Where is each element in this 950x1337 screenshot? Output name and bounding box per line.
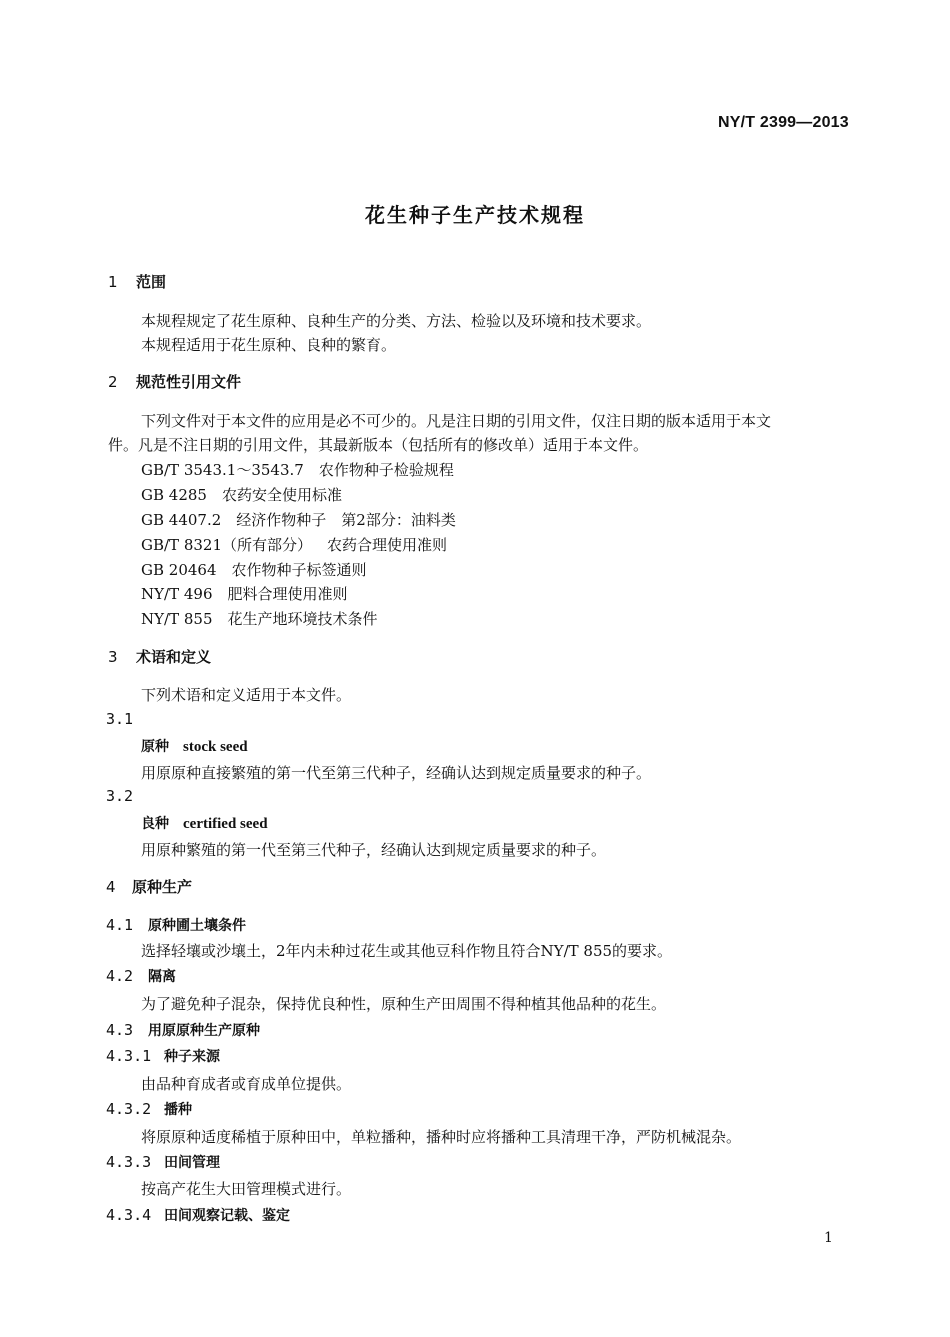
page-number: 1 <box>824 1230 833 1246</box>
subsection-title: 用原原种生产原种 <box>148 1023 260 1039</box>
term-chinese: 原种 <box>141 739 169 755</box>
subsection-number: 4.3.4 <box>106 1206 152 1224</box>
subsection-title: 隔离 <box>148 969 176 985</box>
subsection-4-2-text: 为了避免种子混杂，保持优良种性，原种生产田周围不得种植其他品种的花生。 <box>141 995 667 1013</box>
term-3-2-name <box>141 813 268 833</box>
section-title: 原种生产 <box>132 878 193 896</box>
subsection-title: 田间管理 <box>164 1155 220 1171</box>
reference-item <box>141 608 378 629</box>
section-number: 1 <box>108 273 118 291</box>
term-chinese: 良种 <box>141 816 169 832</box>
subsection-4-3-heading <box>106 1020 260 1040</box>
subsection-4-1-text: 选择轻壤或沙壤土，2年内未种过花生或其他豆科作物且符合NY/T 855的要求。 <box>141 942 673 960</box>
section-number: 2 <box>108 373 118 391</box>
term-3-1-number: 3.1 <box>106 710 134 728</box>
reference-item <box>141 484 342 505</box>
reference-item <box>141 509 456 530</box>
section-3-heading <box>108 646 211 667</box>
subsection-4-3-3-text: 按高产花生大田管理模式进行。 <box>141 1180 352 1198</box>
reference-title: 肥料合理使用准则 <box>227 585 348 603</box>
subsection-4-3-2-text: 将原原种适度稀植于原种田中，单粒播种，播种时应将播种工具清理干净，严防机械混杂。 <box>141 1128 742 1146</box>
reference-item <box>141 583 348 604</box>
reference-item <box>141 559 367 580</box>
section-2-paragraph-line-1: 下列文件对于本文件的应用是必不可少的。凡是注日期的引用文件，仅注日期的版本适用于本文 <box>141 412 772 430</box>
term-english: stock seed <box>183 739 248 755</box>
subsection-number: 4.2 <box>106 967 134 985</box>
subsection-number: 4.3.1 <box>106 1047 152 1065</box>
term-english: certified seed <box>183 816 268 832</box>
section-3-paragraph: 下列术语和定义适用于本文件。 <box>141 686 352 704</box>
reference-code: GB/T 8321（所有部分） <box>141 536 313 554</box>
subsection-4-3-1-heading <box>106 1046 220 1066</box>
standard-number: NY/T 2399—2013 <box>718 114 849 131</box>
subsection-title: 种子来源 <box>164 1049 220 1065</box>
document-title: 花生种子生产技术规程 <box>365 203 585 227</box>
reference-code: GB 4407.2 <box>141 511 222 529</box>
reference-code: NY/T 496 <box>141 585 213 603</box>
section-number: 3 <box>108 648 118 666</box>
subsection-number: 4.3.3 <box>106 1153 152 1171</box>
term-3-1-definition: 用原原种直接繁殖的第一代至第三代种子，经确认达到规定质量要求的种子。 <box>141 764 652 782</box>
subsection-4-3-1-text: 由品种育成者或育成单位提供。 <box>141 1075 352 1093</box>
section-4-heading <box>106 876 192 897</box>
subsection-4-3-4-heading <box>106 1205 290 1225</box>
subsection-title: 原种圃土壤条件 <box>148 918 246 934</box>
term-3-2-definition: 用原种繁殖的第一代至第三代种子，经确认达到规定质量要求的种子。 <box>141 841 607 859</box>
reference-title: 花生产地环境技术条件 <box>227 610 378 628</box>
section-title: 规范性引用文件 <box>136 373 242 391</box>
subsection-4-1-heading <box>106 915 246 935</box>
reference-title: 农药合理使用准则 <box>327 536 448 554</box>
section-1-heading <box>108 271 166 292</box>
reference-item <box>141 459 454 480</box>
term-3-2-number: 3.2 <box>106 787 134 805</box>
section-number: 4 <box>106 878 116 896</box>
subsection-number: 4.3 <box>106 1021 134 1039</box>
subsection-4-3-3-heading <box>106 1152 220 1172</box>
section-2-heading <box>108 371 241 392</box>
reference-code: NY/T 855 <box>141 610 213 628</box>
reference-code: GB 4285 <box>141 486 207 504</box>
subsection-number: 4.1 <box>106 916 134 934</box>
section-2-paragraph-line-2: 件。凡是不注日期的引用文件，其最新版本（包括所有的修改单）适用于本文件。 <box>108 436 649 454</box>
section-1-paragraph-2: 本规程适用于花生原种、良种的繁育。 <box>141 336 397 354</box>
reference-title: 农作物种子检验规程 <box>318 461 454 479</box>
subsection-4-3-2-heading <box>106 1099 192 1119</box>
subsection-4-2-heading <box>106 966 176 986</box>
reference-item <box>141 534 447 555</box>
section-title: 范围 <box>136 273 167 291</box>
reference-code: GB 20464 <box>141 561 217 579</box>
section-title: 术语和定义 <box>136 648 212 666</box>
subsection-title: 播种 <box>164 1102 192 1118</box>
term-3-1-name <box>141 736 248 756</box>
section-1-paragraph-1: 本规程规定了花生原种、良种生产的分类、方法、检验以及环境和技术要求。 <box>141 312 652 330</box>
reference-title: 农作物种子标签通则 <box>231 561 367 579</box>
subsection-number: 4.3.2 <box>106 1100 152 1118</box>
reference-title: 农药安全使用标准 <box>221 486 342 504</box>
reference-title: 经济作物种子 第2部分：油料类 <box>236 511 456 529</box>
subsection-title: 田间观察记载、鉴定 <box>164 1208 290 1224</box>
reference-code: GB/T 3543.1～3543.7 <box>141 461 304 479</box>
